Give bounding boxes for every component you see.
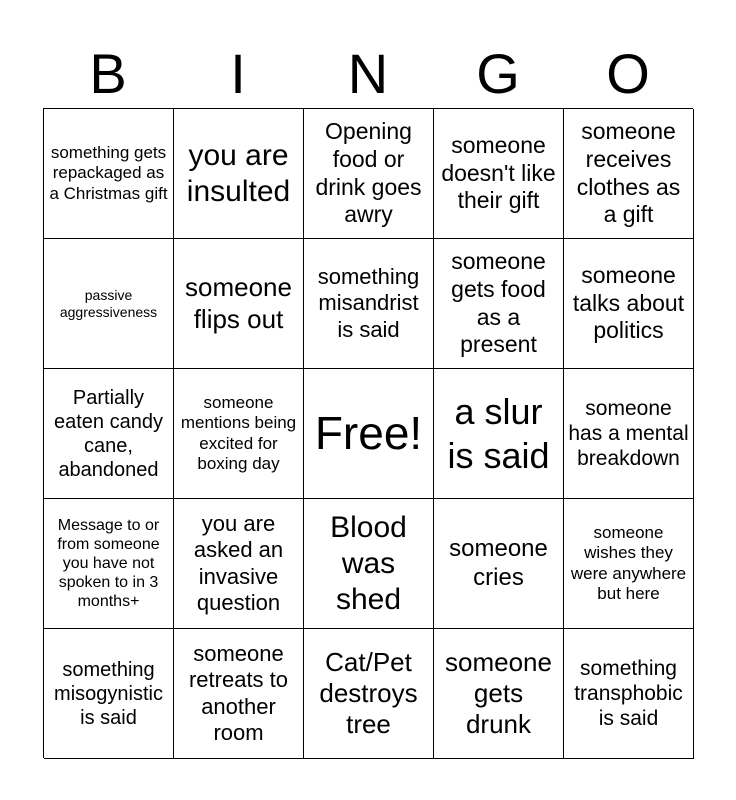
bingo-cell[interactable] xyxy=(44,629,174,759)
bingo-cell[interactable] xyxy=(304,499,434,629)
cell-text: someone flips out xyxy=(185,272,292,334)
bingo-cell[interactable] xyxy=(174,239,304,369)
cell-text: Cat/Pet destroys tree xyxy=(319,646,418,740)
cell-text: Message to or from someone you have not spoken to in 3 months+ xyxy=(57,516,160,611)
cell-text: someone cries xyxy=(449,534,548,591)
cell-text: a slur is said xyxy=(447,391,550,476)
cell-text: someone receives clothes as a gift xyxy=(576,118,681,228)
cell-text: something gets repackaged as a Christmas gift xyxy=(49,142,168,203)
bingo-cell[interactable] xyxy=(174,369,304,499)
cell-text: someone doesn't like their gift xyxy=(441,132,556,214)
bingo-cell[interactable] xyxy=(174,629,304,759)
header-letter-n: N xyxy=(347,42,389,105)
cell-text: Opening food or drink goes awry xyxy=(315,118,422,228)
header-letter-g: G xyxy=(476,42,520,105)
cell-text: Partially eaten candy cane, abandoned xyxy=(54,386,163,481)
bingo-cell[interactable] xyxy=(304,109,434,239)
bingo-cell[interactable] xyxy=(304,629,434,759)
cell-text: Blood was shed xyxy=(330,510,407,616)
bingo-cell[interactable] xyxy=(564,369,694,499)
cell-text: you are insulted xyxy=(186,138,291,208)
header-letter-i: I xyxy=(230,42,246,105)
bingo-cell[interactable] xyxy=(44,499,174,629)
cell-text: passive aggressiveness xyxy=(59,286,158,320)
cell-text: someone gets food as a present xyxy=(451,248,546,358)
bingo-cell[interactable] xyxy=(434,239,564,369)
header-letter-b: B xyxy=(89,42,127,105)
bingo-cell[interactable] xyxy=(304,239,434,369)
bingo-cell[interactable] xyxy=(174,499,304,629)
bingo-cell[interactable] xyxy=(44,109,174,239)
bingo-header xyxy=(43,40,693,108)
bingo-cell[interactable] xyxy=(564,629,694,759)
cell-text: something misandrist is said xyxy=(317,263,420,342)
bingo-cell[interactable] xyxy=(434,369,564,499)
cell-text: someone talks about politics xyxy=(572,262,685,344)
cell-text: someone gets drunk xyxy=(445,646,552,740)
cell-text: someone retreats to another room xyxy=(188,640,289,745)
cell-text: someone has a mental breakdown xyxy=(568,396,689,471)
bingo-cell[interactable] xyxy=(434,629,564,759)
cell-text: something misogynistic is said xyxy=(54,658,163,729)
cell-text: someone wishes they were anywhere but here xyxy=(570,522,687,603)
free-space-text: Free! xyxy=(314,406,423,459)
bingo-cell[interactable] xyxy=(174,109,304,239)
bingo-cell[interactable] xyxy=(44,239,174,369)
bingo-cell[interactable] xyxy=(434,109,564,239)
bingo-cell[interactable] xyxy=(434,499,564,629)
header-letter-o: O xyxy=(606,42,650,105)
cell-text: you are asked an invasive question xyxy=(193,510,284,615)
cell-text: something transphobic is said xyxy=(574,656,683,731)
bingo-cell[interactable] xyxy=(564,109,694,239)
bingo-cell[interactable] xyxy=(564,239,694,369)
bingo-cell[interactable] xyxy=(44,369,174,499)
cell-text: someone mentions being excited for boxing day xyxy=(180,392,297,473)
bingo-cell[interactable] xyxy=(564,499,694,629)
free-space-cell[interactable] xyxy=(304,369,434,499)
bingo-board xyxy=(43,108,693,758)
